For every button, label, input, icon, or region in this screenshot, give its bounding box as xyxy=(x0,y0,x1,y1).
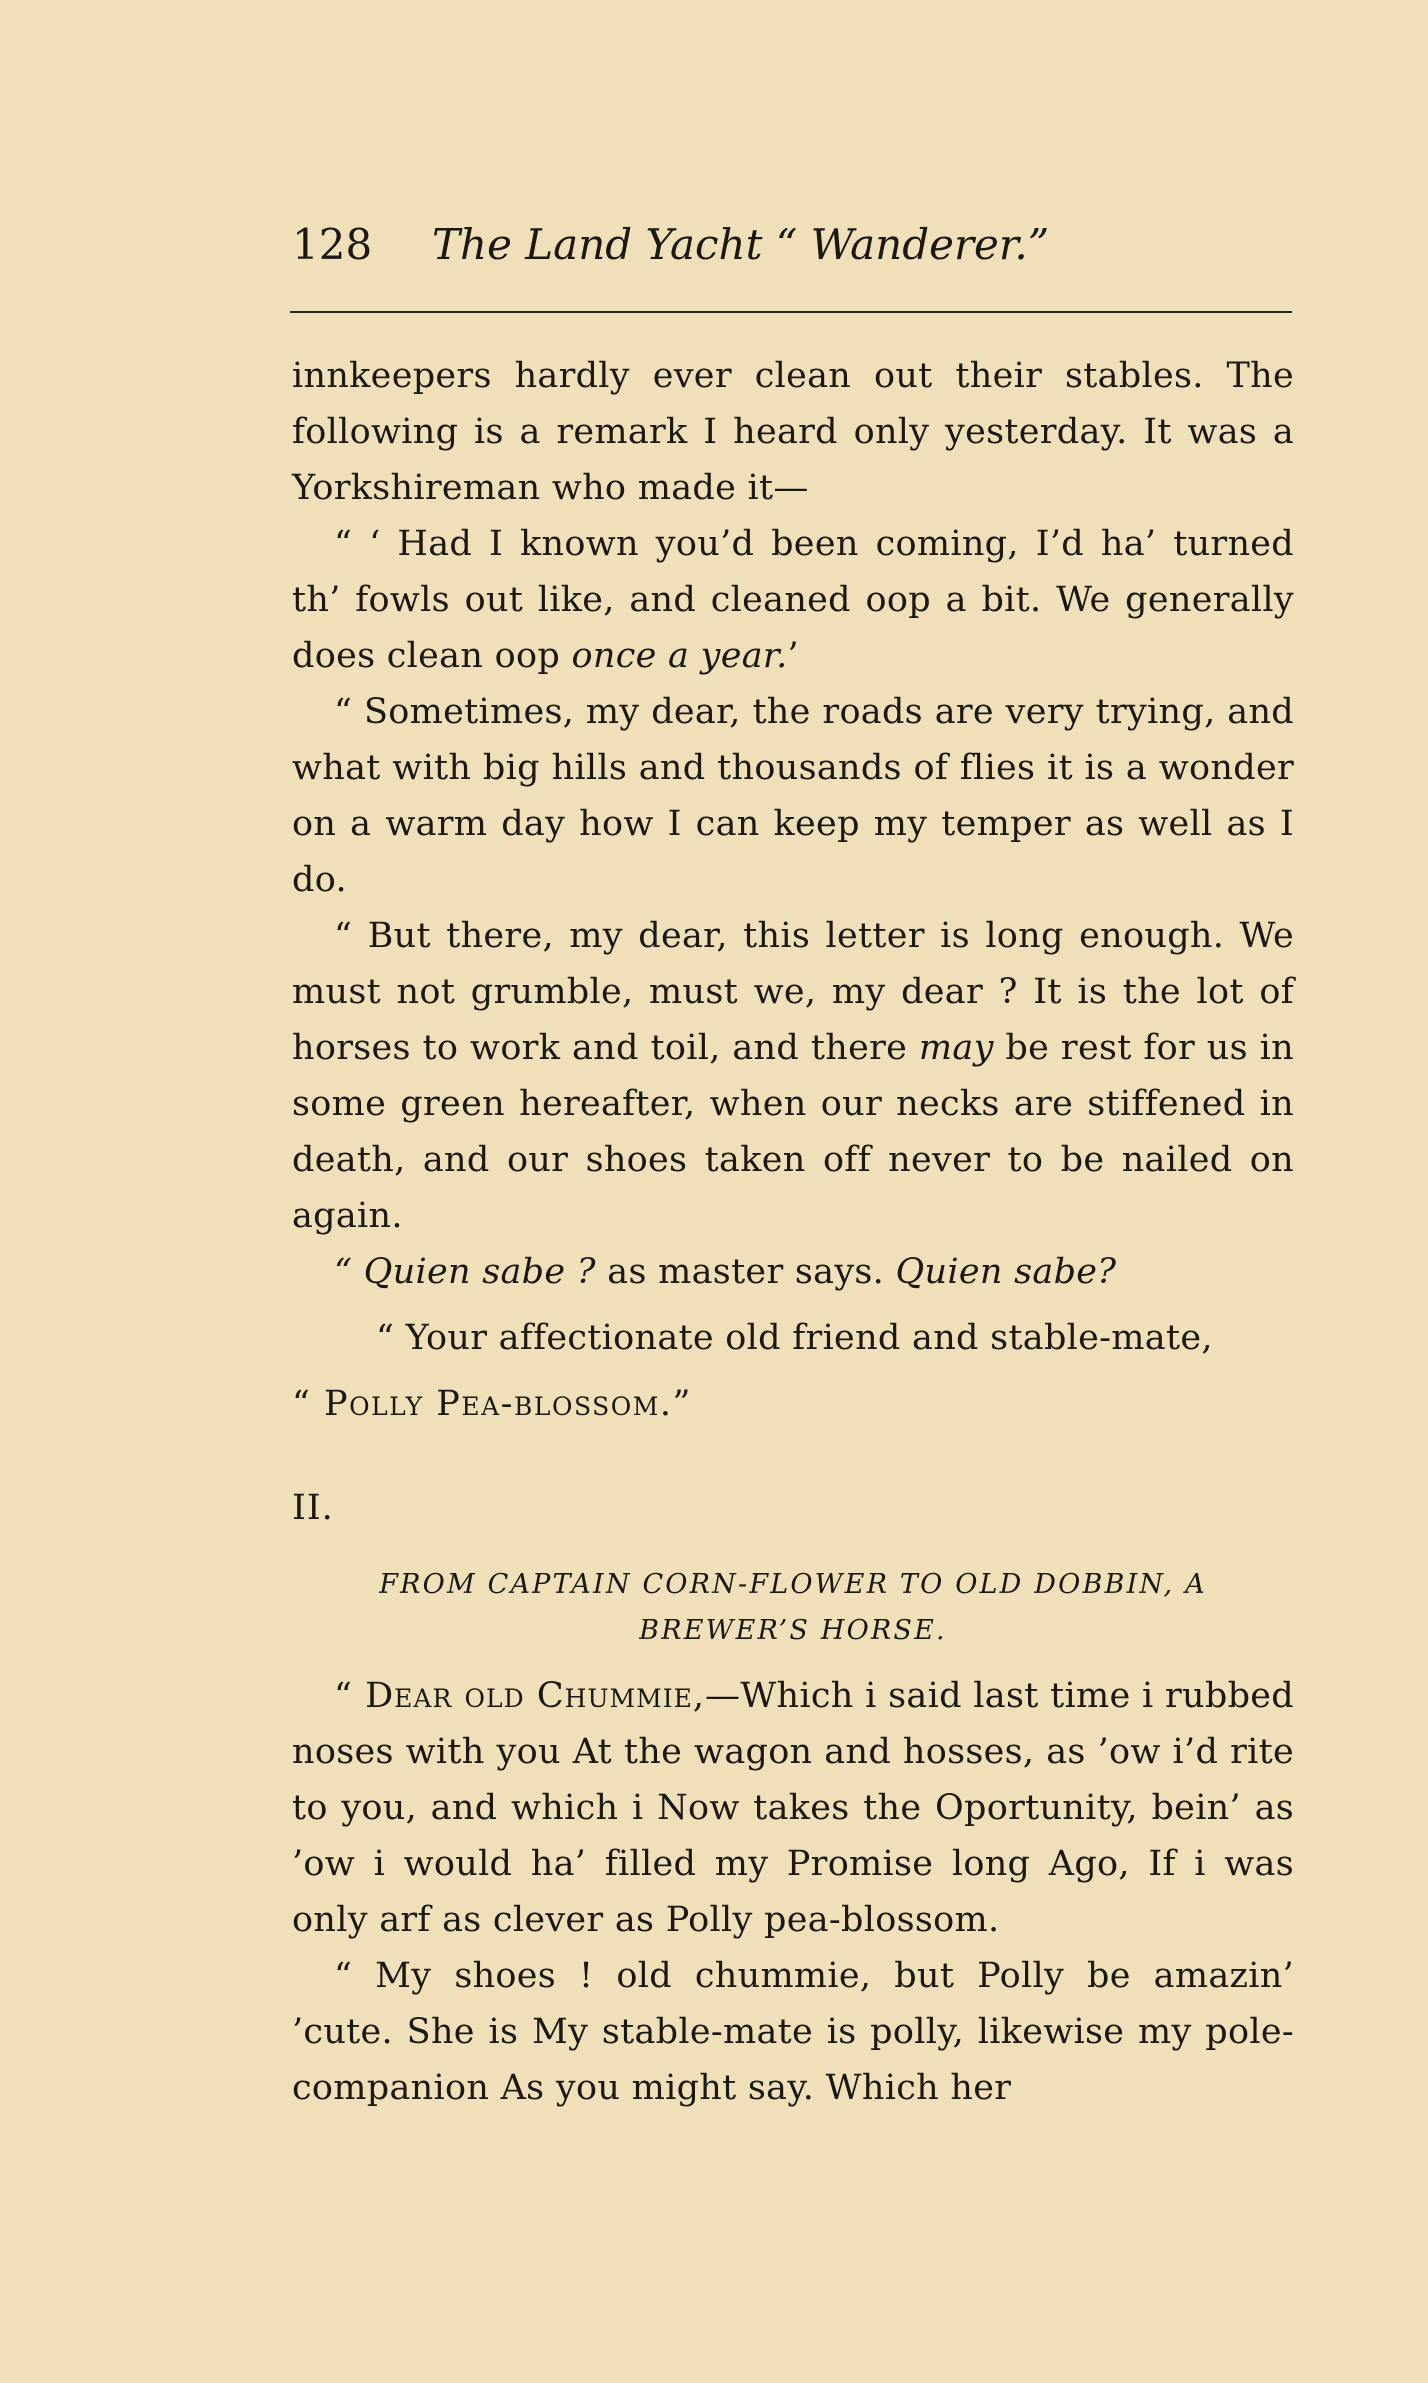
letter-paragraph: “ My shoes ! old chummie, but Polly be amazin’ ’cute. She is My stable-mate is polly, likewise my pole-companion As you might say. Which her xyxy=(292,1956,1294,2108)
section-title xyxy=(292,1562,1294,1654)
closing-line: “ Your affectionate old friend and stable-mate, xyxy=(376,1318,1213,1358)
text-run: “ But there, my dear, this letter is long enough. We must not grumble, must we, my dear ? It is the lot of horses to work and toil, and there xyxy=(292,916,1294,1068)
quote-text: “ ‘ Had I known you’d been coming, I’d ha’ turned th’ fowls out like, and cleaned oop a bit. We generally does clean oop xyxy=(292,524,1294,676)
page-number: 128 xyxy=(292,220,373,269)
emphasis-text: may xyxy=(918,1028,994,1068)
emphasis-text: once a year. xyxy=(571,636,788,676)
section-title-line: BREWER’S HORSE. xyxy=(639,1615,947,1646)
text-run: —Which i said last time i rubbed noses with you At the wagon and hosses, as ’ow i’d rite to you, and which i Now takes the Oportunity, bein’ as ’ow i would ha’ filled my Promise long Ago, If i was only arf as clever as Polly pea-blossom. xyxy=(292,1676,1295,1940)
emphasis-text: Quien sabe ? xyxy=(363,1252,596,1292)
body-text xyxy=(292,348,1294,2116)
text-run: as master says. xyxy=(595,1252,896,1292)
quote-open: “ xyxy=(334,1252,364,1292)
paragraph-yorkshireman-quote xyxy=(292,516,1294,684)
signature: “ Polly Pea-blossom.” xyxy=(292,1384,692,1424)
paragraph: innkeepers hardly ever clean out their stables. The following is a remark I heard only yesterday. It was a Yorkshireman who made it— xyxy=(292,356,1294,508)
text-run: be rest for us in some green hereafter, when our necks are stiffened in death, and our shoes taken off never to be nailed on again. xyxy=(292,1028,1294,1236)
running-title: The Land Yacht “ Wanderer.” xyxy=(432,220,1050,269)
page-header xyxy=(292,220,1292,269)
paragraph: “ Sometimes, my dear, the roads are very trying, and what with big hills and thousands of flies it is a wonder on a warm day how I can keep my temper as well as I do. xyxy=(292,692,1294,900)
salutation: “ Dear old Chummie, xyxy=(334,1676,705,1716)
letter-paragraph xyxy=(292,1668,1294,1948)
paragraph-quien-sabe xyxy=(292,1244,1294,1300)
header-rule xyxy=(290,311,1292,313)
section-number: II. xyxy=(292,1488,334,1528)
quote-close: ’ xyxy=(787,636,799,676)
paragraph xyxy=(292,908,1294,1244)
section-title-line: FROM CAPTAIN CORN-FLOWER TO OLD DOBBIN, A xyxy=(379,1569,1207,1600)
emphasis-text: Quien sabe? xyxy=(895,1252,1117,1292)
